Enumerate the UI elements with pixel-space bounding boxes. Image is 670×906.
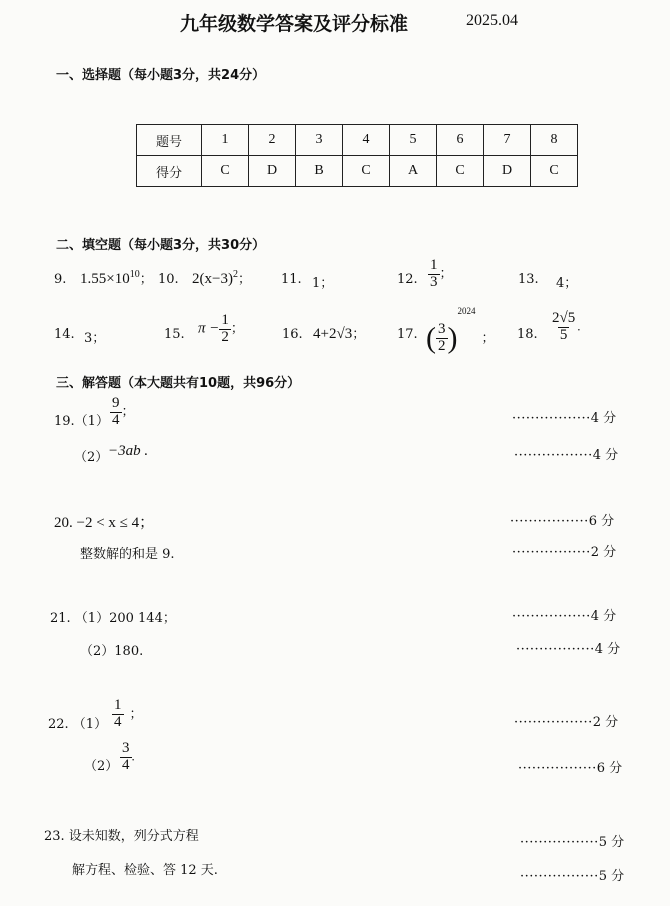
dot-leader: ················· — [516, 642, 595, 657]
page-title: 九年级数学答案及评分标准 — [180, 13, 409, 35]
q22-1-label: 22. （1） — [48, 717, 108, 732]
section1-heading: 一、选择题（每小题3分，共24分） — [56, 68, 266, 83]
q22-1-answer — [112, 698, 143, 731]
q14-answer: 3； — [84, 331, 106, 346]
table-cell: B — [296, 156, 343, 187]
q13-number: 13. — [518, 272, 539, 287]
table-cell: 5 — [390, 125, 437, 156]
q18-number: 18. — [517, 327, 538, 342]
q12-answer — [428, 258, 453, 291]
q10-number: 10. — [158, 272, 179, 287]
q9-exponent: 10 — [129, 269, 140, 280]
table-header-q: 题号 — [137, 125, 202, 156]
q22-2-answer — [120, 741, 135, 774]
q17-denominator: 2 — [438, 338, 446, 355]
table-cell: 1 — [202, 125, 249, 156]
q22-2-fraction — [120, 741, 132, 774]
q22-2-label: （2） — [84, 759, 119, 774]
q19-1-denominator: 4 — [112, 411, 120, 428]
q15-separator: ； — [230, 320, 244, 336]
table-cell: 2 — [249, 125, 296, 156]
q19-2-answer: −3ab . — [108, 443, 149, 459]
dot-leader: ················· — [512, 609, 591, 624]
q21-2-answer: （2）180. — [80, 644, 144, 659]
section3-heading: 三、解答题（本大题共有10题，共96分） — [56, 376, 301, 391]
dot-leader: ················· — [512, 545, 591, 560]
table-cell: 8 — [531, 125, 578, 156]
q16-separator: ； — [352, 326, 366, 341]
q19-1-answer — [110, 396, 135, 429]
q15-answer — [198, 313, 244, 346]
q15-denominator: 2 — [221, 328, 229, 345]
q20-2-answer: 整数解的和是 9. — [80, 547, 175, 562]
date: 2025.04 — [466, 12, 518, 29]
q21-1-answer: 21. （1）200 144； — [50, 611, 176, 626]
q18-denominator: 5 — [559, 326, 568, 343]
q15-numerator: 1 — [221, 312, 229, 328]
q11-number: 11. — [281, 272, 302, 287]
q19-1-fraction — [110, 396, 122, 429]
q12-fraction — [428, 258, 440, 291]
dot-leader: ················· — [512, 411, 591, 426]
q18-separator: . — [577, 318, 581, 334]
q9-answer — [80, 268, 153, 288]
q16-number: 16. — [282, 327, 303, 342]
q17-separator: ； — [481, 330, 495, 345]
q18-fraction — [550, 311, 577, 344]
q17-number: 17. — [397, 327, 418, 342]
q15-fraction — [219, 313, 231, 346]
q10-exponent: 2 — [232, 269, 238, 280]
q17-numerator: 3 — [438, 321, 446, 338]
table-header-a: 得分 — [137, 156, 202, 187]
q13-answer: 4； — [556, 276, 578, 291]
q10-value: 2(x−3) — [192, 271, 233, 287]
q14-number: 14. — [54, 327, 75, 342]
table-cell: C — [343, 156, 390, 187]
q22-1-score: ·················2 分 — [514, 715, 619, 730]
table-cell: 6 — [437, 125, 484, 156]
q22-2-denominator: 4 — [122, 756, 130, 773]
q23-1-score: ·················5 分 — [520, 835, 625, 850]
q22-1-denominator: 4 — [114, 713, 122, 730]
table-row-numbers — [137, 125, 578, 156]
section2-heading: 二、填空题（每小题3分，共30分） — [56, 238, 266, 253]
q23-1-answer: 23. 设未知数，列分式方程 — [44, 829, 199, 844]
dot-leader: ················· — [520, 869, 599, 884]
table-cell: C — [202, 156, 249, 187]
q12-denominator: 3 — [430, 273, 438, 290]
table-row-answers — [137, 156, 578, 187]
q21-2-score: ·················4 分 — [516, 642, 621, 657]
q11-answer: 1； — [312, 276, 334, 291]
q17-exponent: 2024 — [457, 306, 476, 316]
q19-2-score: ·················4 分 — [514, 448, 619, 463]
q16-answer — [313, 323, 365, 343]
dot-leader: ················· — [518, 761, 597, 776]
dot-leader: ················· — [510, 514, 589, 529]
q17-answer — [426, 306, 495, 356]
q22-1-fraction — [112, 698, 124, 731]
q15-number: 15. — [164, 327, 185, 342]
q9-number: 9. — [54, 272, 67, 287]
q18-numerator: 2√5 — [552, 310, 576, 326]
q22-2-separator: . — [131, 748, 135, 764]
q9-value: 1.55×10 — [80, 271, 130, 287]
q19-2-label: （2） — [74, 450, 109, 465]
table-cell: 7 — [484, 125, 531, 156]
q19-1-separator: ； — [121, 403, 135, 419]
q16-value: 4+2√3 — [313, 326, 353, 342]
q12-number: 12. — [397, 272, 418, 287]
answer-table — [136, 124, 578, 187]
table-cell: C — [531, 156, 578, 187]
q10-separator: ； — [237, 271, 251, 286]
q22-1-separator: ； — [129, 705, 143, 721]
q22-2-score: ·················6 分 — [518, 761, 623, 776]
q18-answer — [550, 311, 580, 344]
table-cell: D — [249, 156, 296, 187]
table-cell: 3 — [296, 125, 343, 156]
q19-1-score: ·················4 分 — [512, 411, 617, 426]
q15-prefix: π − — [198, 320, 220, 337]
q17-fraction — [436, 322, 448, 355]
q21-1-score: ·················4 分 — [512, 609, 617, 624]
q23-2-score: ·················5 分 — [520, 869, 625, 884]
q23-2-answer: 解方程、检验、答 12 天. — [72, 863, 218, 878]
q20-2-score: ·················2 分 — [512, 545, 617, 560]
table-cell: 4 — [343, 125, 390, 156]
table-cell: C — [437, 156, 484, 187]
q20-1-score: ·················6 分 — [510, 514, 615, 529]
q12-separator: ； — [439, 265, 453, 281]
table-cell: A — [390, 156, 437, 187]
q17-right-paren: ) — [447, 321, 458, 355]
q12-numerator: 1 — [430, 257, 438, 273]
q17-left-paren: ( — [426, 321, 436, 355]
q20-1-answer: 20. −2 < x ≤ 4； — [54, 515, 155, 531]
q10-answer — [192, 268, 251, 288]
q19-1-label: 19.（1） — [54, 414, 109, 429]
q22-2-numerator: 3 — [122, 740, 130, 756]
q19-1-numerator: 9 — [112, 395, 120, 411]
q9-separator: ； — [139, 271, 153, 286]
q22-1-numerator: 1 — [114, 697, 122, 713]
dot-leader: ················· — [514, 448, 593, 463]
dot-leader: ················· — [520, 835, 599, 850]
dot-leader: ················· — [514, 715, 593, 730]
table-cell: D — [484, 156, 531, 187]
